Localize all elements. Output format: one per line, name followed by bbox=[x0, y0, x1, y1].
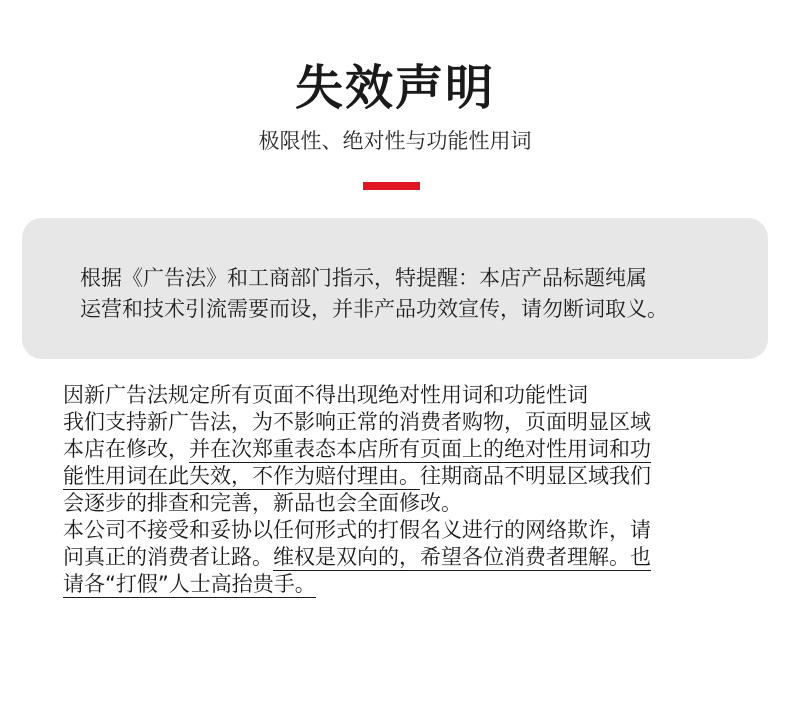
underlined-text: 请各“打假”人士高抬贵手。 bbox=[63, 572, 316, 596]
underlined-text: 能性用词在此失效，不作为赔付理由。 bbox=[63, 464, 420, 488]
body-line: 因新广告法规定所有页面不得出现绝对性用词和功能性词 bbox=[63, 383, 588, 407]
page-subtitle: 极限性、绝对性与功能性用词 bbox=[258, 129, 532, 153]
body-line bbox=[63, 571, 733, 598]
body-text-segment: 问真正的消费者让路。 bbox=[63, 545, 273, 569]
notice-line: 运营和技术引流需要而设，并非产品功效宣传，请勿断词取义。 bbox=[80, 297, 668, 321]
body-line bbox=[63, 463, 733, 490]
body-line: 我们支持新广告法，为不影响正常的消费者购物，页面明显区域 bbox=[63, 410, 651, 434]
notice-text bbox=[80, 263, 760, 325]
body-text-segment: 往期商品不明显区域我们 bbox=[420, 464, 651, 488]
title-divider bbox=[363, 182, 420, 190]
notice-line: 根据《广告法》和工商部门指示，特提醒：本店产品标题纯属 bbox=[80, 266, 647, 290]
notice-box bbox=[22, 218, 768, 359]
disclaimer-body bbox=[63, 382, 733, 598]
body-line: 本公司不接受和妥协以任何形式的打假名义进行的网络欺诈，请 bbox=[63, 518, 651, 542]
underlined-text: 并在次郑重表态本店所有页面上的绝对性用词和功 bbox=[189, 437, 651, 461]
body-line bbox=[63, 436, 733, 463]
body-line bbox=[63, 544, 733, 571]
page-title: 失效声明 bbox=[294, 60, 495, 116]
underlined-text: 维权是双向的，希望各位消费者理解。也 bbox=[273, 545, 651, 569]
body-line: 会逐步的排查和完善，新品也会全面修改。 bbox=[63, 491, 462, 515]
body-text-segment: 本店在修改， bbox=[63, 437, 189, 461]
